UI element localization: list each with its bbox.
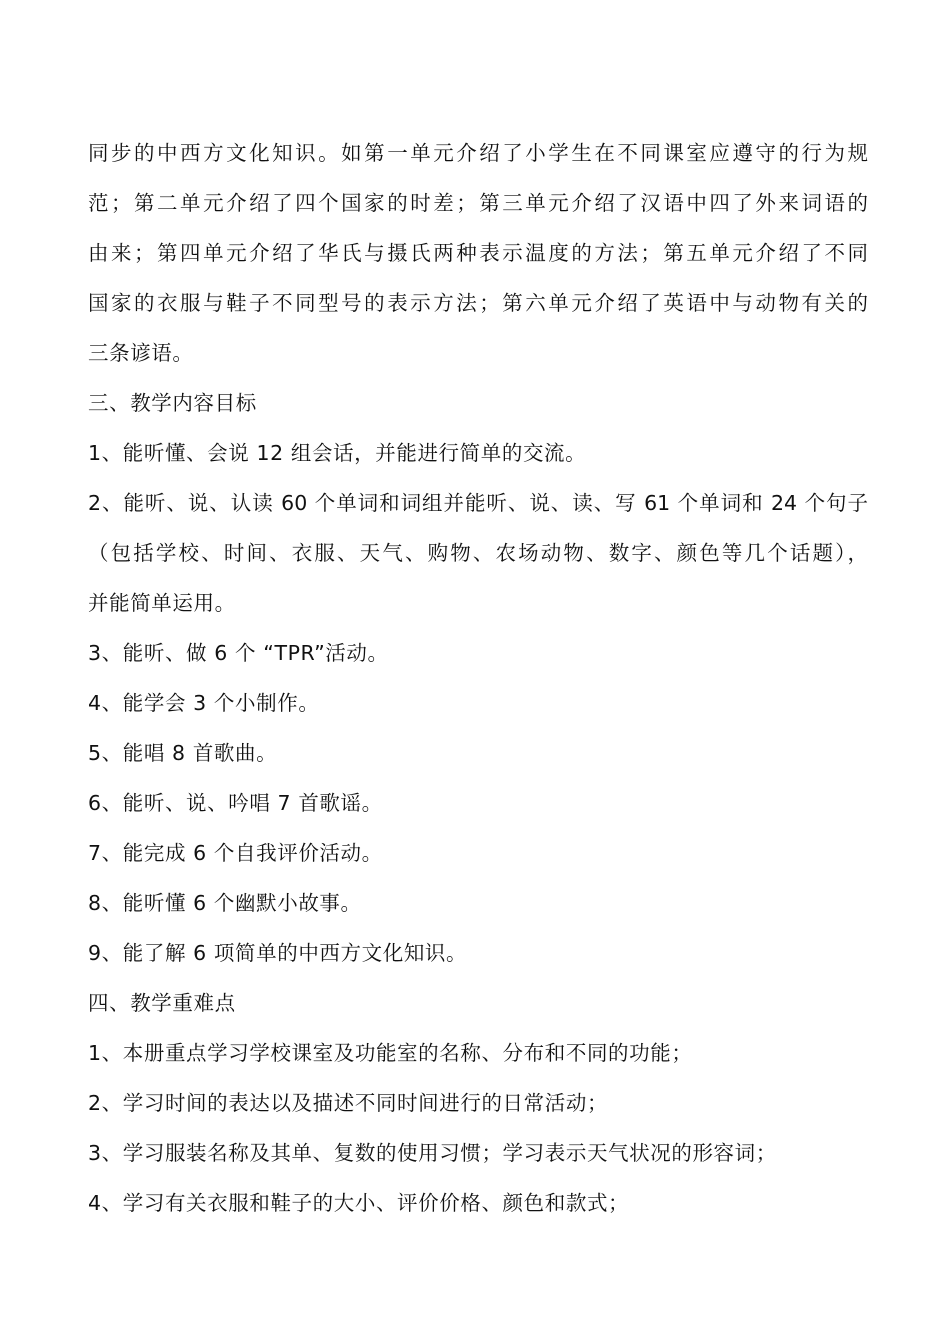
list-item: 6、能听、说、吟唱 7 首歌谣。 bbox=[88, 791, 383, 815]
list-item-continuation: （包括学校、时间、衣服、天气、购物、农场动物、数字、颜色等几个话题）， bbox=[88, 541, 868, 565]
list-item: 4、学习有关衣服和鞋子的大小、评价价格、颜色和款式； bbox=[88, 1191, 630, 1215]
paragraph-line: 同步的中西方文化知识。如第一单元介绍了小学生在不同课室应遵守的行为规 bbox=[88, 141, 868, 165]
list-item: 8、能听懂 6 个幽默小故事。 bbox=[88, 891, 362, 915]
list-item: 4、能学会 3 个小制作。 bbox=[88, 691, 320, 715]
document-body bbox=[88, 130, 868, 1230]
section-heading: 四、教学重难点 bbox=[88, 991, 236, 1015]
paragraph-line: 国家的衣服与鞋子不同型号的表示方法；第六单元介绍了英语中与动物有关的 bbox=[88, 291, 868, 315]
list-item: 2、学习时间的表达以及描述不同时间进行的日常活动； bbox=[88, 1091, 609, 1115]
paragraph-line: 三条谚语。 bbox=[88, 341, 194, 365]
list-item: 2、能听、说、认读 60 个单词和词组并能听、说、读、写 61 个单词和 24 个句子 bbox=[88, 491, 868, 515]
list-item-continuation: 并能简单运用。 bbox=[88, 591, 236, 615]
list-item: 3、学习服装名称及其单、复数的使用习惯；学习表示天气状况的形容词； bbox=[88, 1141, 777, 1165]
list-item: 1、能听懂、会说 12 组会话，并能进行简单的交流。 bbox=[88, 441, 587, 465]
paragraph-line: 范；第二单元介绍了四个国家的时差；第三单元介绍了汉语中四了外来词语的 bbox=[88, 191, 868, 215]
list-item: 1、本册重点学习学校课室及功能室的名称、分布和不同的功能； bbox=[88, 1041, 693, 1065]
list-item: 3、能听、做 6 个 “TPR”活动。 bbox=[88, 641, 389, 665]
paragraph-line: 由来；第四单元介绍了华氏与摄氏两种表示温度的方法；第五单元介绍了不同 bbox=[88, 241, 868, 265]
section-heading: 三、教学内容目标 bbox=[88, 391, 257, 415]
list-item: 7、能完成 6 个自我评价活动。 bbox=[88, 841, 383, 865]
list-item: 5、能唱 8 首歌曲。 bbox=[88, 741, 278, 765]
list-item: 9、能了解 6 项简单的中西方文化知识。 bbox=[88, 941, 468, 965]
